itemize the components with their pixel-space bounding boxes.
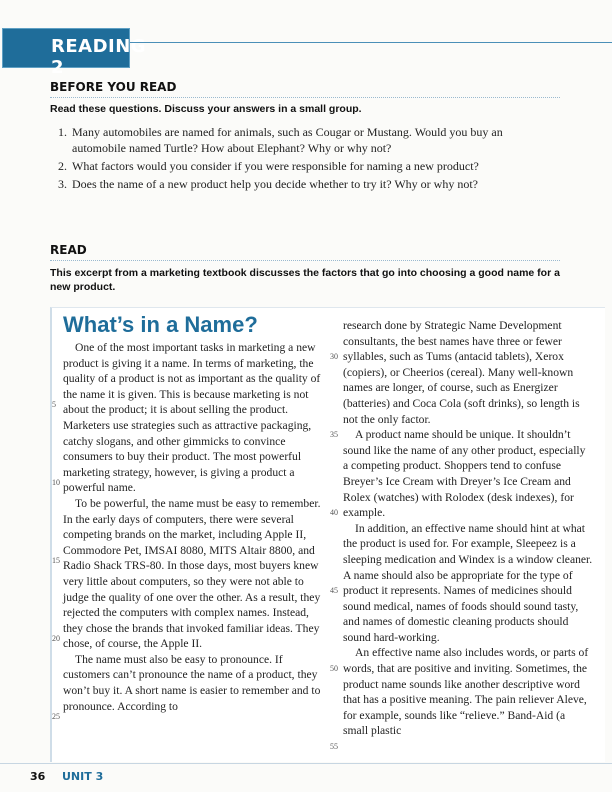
line-number: 40 [330,508,338,517]
banner-title: READING 2 [51,36,147,78]
unit-label: UNIT 3 [62,770,104,783]
line-number: 15 [52,556,60,565]
article-right-column [343,318,593,739]
line-number: 45 [330,586,338,595]
before-you-read-instructions: Read these questions. Discuss your answers in a small group. [50,103,362,115]
line-number: 35 [330,430,338,439]
article-paragraph: research done by Strategic Name Development consultants, the best names have three or fewer syllables, such as Tums (antacid tablets), Xerox (copiers), or Cheerios (cereal). Many well-known names are longer, of course, such as Energizer (batteries) and Coca Cola (soft drinks), so length is not the only factor. [343,319,580,426]
question-item [50,124,520,156]
page-number: 36 [30,770,46,783]
line-number: 10 [52,478,60,487]
line-number: 55 [330,742,338,751]
article-paragraph: One of the most important tasks in marketing a new product is giving it a name. In terms of marketing, the quality of a product is not as important as the quality of the name it is given. This is because marketing is not about the product; it is about selling the product. Marketers use strategies such as attractive packaging, catchy slogans, and other gimmicks to convince consumers to buy their product. The most powerful marketing strategy, however, is giving a product a powerful name. [63,341,321,495]
question-text: Many automobiles are named for animals, such as Cougar or Mustang. Would you buy an automobile named Turtle? How about Elephant? Why or why not? [72,125,503,155]
divider [50,260,560,261]
article-paragraph: An effective name also includes words, or parts of words, that are positive and inviting. Sometimes, the product name sounds like another descriptive word that has a positive meaning. The pain reliever Aleve, for example, sounds like “relieve.” Band-Aid (a small plastic [343,646,589,738]
before-you-read-heading: BEFORE YOU READ [50,80,177,94]
article-paragraph: A product name should be unique. It shouldn’t sound like the name of any other product, especially a competing product. Shoppers tend to confuse Breyer’s Ice Cream with Dreyer’s Ice Cream and Rolex (watches) with Rolodex (desk indexes), for example. [343,428,586,520]
article-paragraph: To be powerful, the name must be easy to remember. In the early days of computers, there were several competing brands on the market, including Apple II, Commodore Pet, IMSAI 8080, MITS Altair 8800, and Radio Shack TRS-80. In those days, most buyers knew very little about computers, so they were not able to judge the quality of one over the other. As a result, they rejected the computers with complex names. Instead, they chose the brands that invoked familiar ideas. They chose, of course, the Apple II. [63,496,321,651]
line-number: 30 [330,352,338,361]
question-item [50,176,520,192]
line-number: 50 [330,664,338,673]
article-paragraph: The name must also be easy to pronounce. If customers can’t pronounce the name of a product, they won’t buy it. A short name is easier to remember and to pronounce. According to [63,652,321,713]
article-left-column [63,340,321,714]
line-number: 5 [52,400,56,409]
line-number: 20 [52,634,60,643]
reading-banner [2,28,147,78]
question-number: 2. [58,159,67,173]
article-paragraph: In addition, an effective name should hint at what the product is used for. For example, Sleepeez is a sleeping medication and Windex is a window cleaner. A name should also be appropriate for the type of product it represents. Names of medicines should sound medical, names of foods should sound tasty, and names of domestic cleaning products should sound hard-working. [343,521,593,644]
question-list [50,124,520,194]
line-number: 25 [52,712,60,721]
footer-rule [0,763,612,764]
question-number: 3. [58,177,67,191]
question-number: 1. [58,125,67,139]
read-instructions: This excerpt from a marketing textbook discusses the factors that go into choosing a good name for a new product. [50,267,560,293]
banner-rule [130,42,612,43]
question-text: Does the name of a new product help you decide whether to try it? Why or why not? [72,177,478,191]
read-heading: READ [50,243,87,257]
article-title: What’s in a Name? [63,312,258,337]
question-text: What factors would you consider if you were responsible for naming a new product? [72,159,479,173]
divider [50,97,560,98]
question-item [50,158,520,174]
